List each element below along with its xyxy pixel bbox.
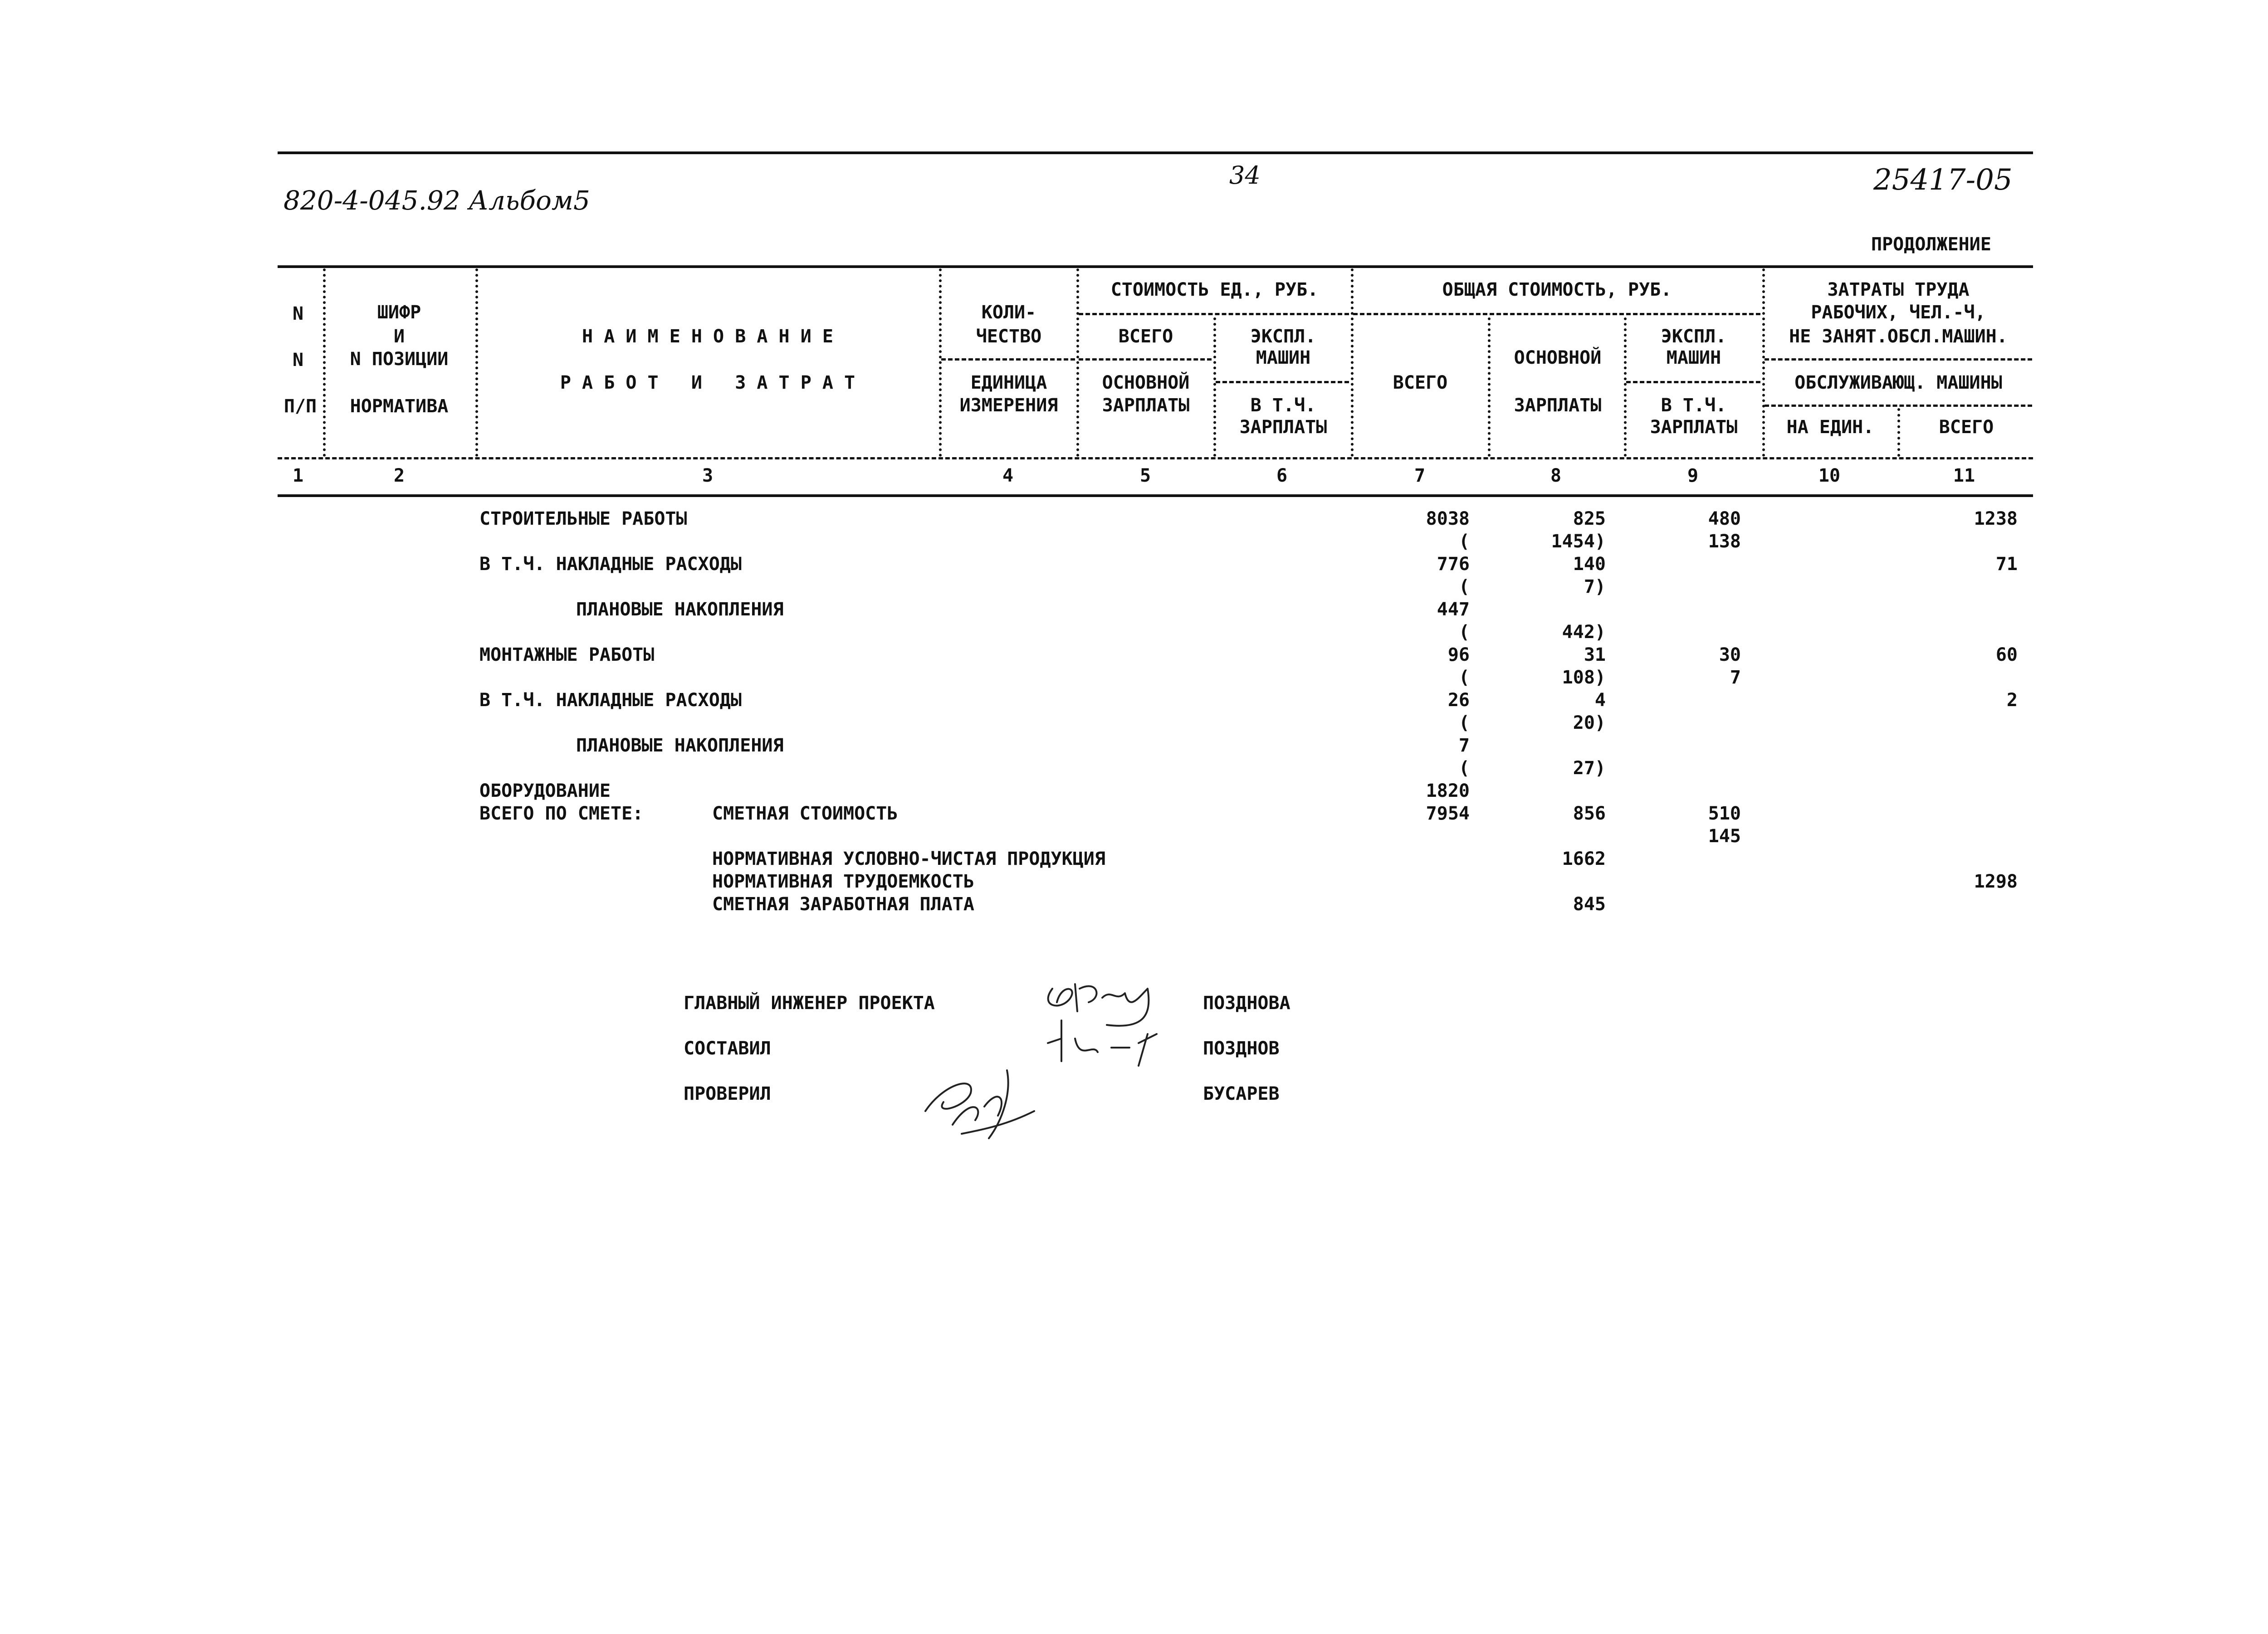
row-value-c8: 856 xyxy=(1573,803,1606,824)
row-value-c8: 108) xyxy=(1562,667,1606,688)
col-sep-5 xyxy=(1213,317,1216,457)
sub-rule-1011a xyxy=(1765,358,2032,361)
column-number-1: 1 xyxy=(292,465,304,486)
signature-name: БУСАРЕВ xyxy=(1203,1083,1280,1104)
col-sep-3 xyxy=(939,268,942,457)
row-value-c8: 845 xyxy=(1573,894,1606,915)
col11-header: ВСЕГО xyxy=(1939,417,1994,438)
sub-rule-4 xyxy=(941,358,1075,361)
sub-rule-1011b xyxy=(1765,405,2032,407)
col1-header-1: N xyxy=(292,303,304,324)
column-number-7: 7 xyxy=(1414,465,1426,486)
row-value-c9: 480 xyxy=(1708,508,1741,529)
col-sep-2 xyxy=(475,268,478,457)
row-value-c7: ( xyxy=(1458,622,1470,643)
row-name: ПЛАНОВЫЕ НАКОПЛЕНИЯ xyxy=(576,735,784,756)
col-sep-7 xyxy=(1488,317,1491,457)
row-sub-name: СМЕТНАЯ ЗАРАБОТНАЯ ПЛАТА xyxy=(712,894,974,915)
col6-header-3: В Т.Ч. xyxy=(1250,395,1316,416)
row-name: В Т.Ч. НАКЛАДНЫЕ РАСХОДЫ xyxy=(479,554,742,575)
row-value-c11: 1238 xyxy=(1974,508,2018,529)
top-rule xyxy=(278,151,2033,154)
column-number-11: 11 xyxy=(1953,465,1975,486)
col8-header-1: ОСНОВНОЙ xyxy=(1514,347,1602,368)
row-value-c9: 145 xyxy=(1708,826,1741,847)
column-number-2: 2 xyxy=(393,465,405,486)
sub-rule-9 xyxy=(1626,381,1760,383)
row-value-c8: 442) xyxy=(1562,622,1606,643)
col-sep-1 xyxy=(323,268,326,457)
column-number-9: 9 xyxy=(1687,465,1699,486)
row-value-c8: 27) xyxy=(1573,758,1606,779)
col2-header-1: ШИФР xyxy=(377,302,421,323)
row-value-c9: 30 xyxy=(1719,644,1741,665)
row-value-c7: 7 xyxy=(1458,735,1470,756)
column-number-8: 8 xyxy=(1550,465,1562,486)
header-bottom-rule xyxy=(278,457,2033,459)
row-value-c8: 20) xyxy=(1573,712,1606,733)
row-name: В Т.Ч. НАКЛАДНЫЕ РАСХОДЫ xyxy=(479,690,742,711)
row-value-c7: 776 xyxy=(1437,554,1470,575)
col789-group-header: ОБЩАЯ СТОИМОСТЬ, РУБ. xyxy=(1442,279,1672,300)
row-value-c9: 7 xyxy=(1730,667,1741,688)
row-value-c8: 31 xyxy=(1584,644,1606,665)
col2-header-2: И xyxy=(393,326,405,347)
row-name: ПЛАНОВЫЕ НАКОПЛЕНИЯ xyxy=(576,599,784,620)
col1-header-3: П/П xyxy=(284,396,317,417)
row-value-c8: 7) xyxy=(1584,576,1606,597)
col5-header-1: ВСЕГО xyxy=(1118,326,1173,347)
col5-header-2: ОСНОВНОЙ xyxy=(1102,372,1190,393)
col4-header-4: ИЗМЕРЕНИЯ xyxy=(959,395,1058,416)
col1011-group-header-2: РАБОЧИХ, ЧЕЛ.-Ч, xyxy=(1811,302,1986,323)
row-value-c7: 8038 xyxy=(1426,508,1470,529)
page-number: 34 xyxy=(1229,161,1261,190)
row-value-c7: ( xyxy=(1458,531,1470,552)
row-sub-name: СМЕТНАЯ СТОИМОСТЬ xyxy=(712,803,898,824)
continuation-label: ПРОДОЛЖЕНИЕ xyxy=(1871,234,1991,255)
signature-role: ПРОВЕРИЛ xyxy=(684,1083,771,1104)
row-value-c8: 1454) xyxy=(1551,531,1606,552)
document-code-right: 25417-05 xyxy=(1873,163,2013,197)
col4-header-1: КОЛИ- xyxy=(981,302,1036,323)
col-sep-4 xyxy=(1076,268,1079,457)
col9-header-2: МАШИН xyxy=(1666,347,1721,368)
row-value-c7: 1820 xyxy=(1426,780,1470,801)
col56-group-header: СТОИМОСТЬ ЕД., РУБ. xyxy=(1110,279,1319,300)
signature-checker xyxy=(916,1057,1052,1147)
row-value-c7: 7954 xyxy=(1426,803,1470,824)
col3-header-1: Н А И М Е Н О В А Н И Е xyxy=(582,326,833,347)
header-top-rule xyxy=(278,265,2033,268)
col5-header-3: ЗАРПЛАТЫ xyxy=(1102,395,1190,416)
sub-rule-56 xyxy=(1079,313,1349,315)
column-number-3: 3 xyxy=(702,465,714,486)
signature-name: ПОЗДНОВА xyxy=(1203,993,1290,1014)
column-number-5: 5 xyxy=(1139,465,1151,486)
row-value-c7: 26 xyxy=(1447,690,1470,711)
signature-role: СОСТАВИЛ xyxy=(684,1038,771,1059)
col9-header-1: ЭКСПЛ. xyxy=(1661,326,1727,347)
row-name: СТРОИТЕЛЬНЫЕ РАБОТЫ xyxy=(479,508,687,529)
row-name: ОБОРУДОВАНИЕ xyxy=(479,780,611,801)
row-sub-name: НОРМАТИВНАЯ ТРУДОЕМКОСТЬ xyxy=(712,871,974,892)
row-name: ВСЕГО ПО СМЕТЕ: xyxy=(479,803,644,824)
column-number-10: 10 xyxy=(1818,465,1841,486)
col3-header-2: Р А Б О Т И З А Т Р А Т xyxy=(560,372,855,393)
row-value-c11: 1298 xyxy=(1974,871,2018,892)
col1011-group-header-3: НЕ ЗАНЯТ.ОБСЛ.МАШИН. xyxy=(1789,326,2008,347)
row-value-c9: 138 xyxy=(1708,531,1741,552)
column-number-6: 6 xyxy=(1276,465,1288,486)
col4-header-3: ЕДИНИЦА xyxy=(970,372,1047,393)
row-value-c7: ( xyxy=(1458,576,1470,597)
col10-header: НА ЕДИН. xyxy=(1786,417,1874,438)
col9-header-3: В Т.Ч. xyxy=(1661,395,1727,416)
col6-header-4: ЗАРПЛАТЫ xyxy=(1239,417,1327,438)
col4-header-2: ЧЕСТВО xyxy=(976,326,1042,347)
col2-header-4: НОРМАТИВА xyxy=(350,396,449,417)
col7-header: ВСЕГО xyxy=(1393,372,1448,393)
row-value-c8: 4 xyxy=(1594,690,1606,711)
row-value-c7: ( xyxy=(1458,667,1470,688)
sub-rule-6 xyxy=(1216,381,1349,383)
row-value-c7: 96 xyxy=(1447,644,1470,665)
row-value-c7: 447 xyxy=(1437,599,1470,620)
row-value-c7: ( xyxy=(1458,758,1470,779)
row-value-c8: 1662 xyxy=(1562,849,1606,869)
sub-rule-789 xyxy=(1353,313,1760,315)
row-sub-name: НОРМАТИВНАЯ УСЛОВНО-ЧИСТАЯ ПРОДУКЦИЯ xyxy=(712,849,1105,869)
col-sep-8 xyxy=(1624,317,1627,457)
row-value-c11: 60 xyxy=(1995,644,2018,665)
row-value-c9: 510 xyxy=(1708,803,1741,824)
document-code: 820-4-045.92 Альбом5 xyxy=(284,185,590,216)
column-number-bottom-rule xyxy=(278,494,2033,497)
row-value-c8: 140 xyxy=(1573,554,1606,575)
column-number-4: 4 xyxy=(1002,465,1014,486)
signature-chief-engineer xyxy=(1034,971,1170,1070)
row-value-c11: 71 xyxy=(1995,554,2018,575)
col1011-group-header-4: ОБСЛУЖИВАЮЩ. МАШИНЫ xyxy=(1794,372,2002,393)
col9-header-4: ЗАРПЛАТЫ xyxy=(1650,417,1738,438)
col1011-group-header-1: ЗАТРАТЫ ТРУДА xyxy=(1827,279,1970,300)
row-name: МОНТАЖНЫЕ РАБОТЫ xyxy=(479,644,655,665)
signature-name: ПОЗДНОВ xyxy=(1203,1038,1280,1059)
col6-header-2: МАШИН xyxy=(1256,347,1311,368)
row-value-c7: ( xyxy=(1458,712,1470,733)
signature-role: ГЛАВНЫЙ ИНЖЕНЕР ПРОЕКТА xyxy=(684,993,935,1014)
col2-header-3: N ПОЗИЦИИ xyxy=(350,349,449,370)
col-sep-10 xyxy=(1897,408,1900,457)
row-value-c11: 2 xyxy=(2006,690,2018,711)
col1-header-2: N xyxy=(292,350,304,371)
col-sep-6 xyxy=(1351,268,1354,457)
col8-header-2: ЗАРПЛАТЫ xyxy=(1514,395,1602,416)
col6-header-1: ЭКСПЛ. xyxy=(1250,326,1316,347)
row-value-c8: 825 xyxy=(1573,508,1606,529)
sub-rule-5 xyxy=(1079,358,1212,361)
